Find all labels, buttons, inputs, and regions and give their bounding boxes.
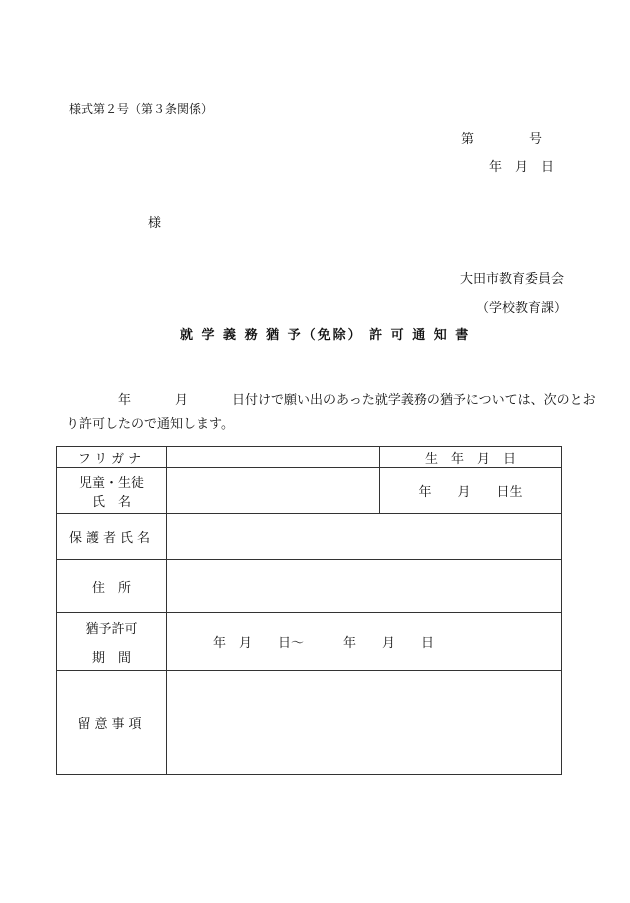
- address-label: 住 所: [57, 560, 167, 613]
- period-value: 年 月 日～ 年 月 日: [167, 613, 562, 671]
- body-line1-rest: 日付けで願い出のあった就学義務の猶予については、次のとお: [232, 393, 596, 408]
- document-date: 年 月 日: [489, 160, 555, 175]
- document-title: 就 学 義 務 猶 予（免除） 許 可 通 知 書: [180, 328, 471, 343]
- guardian-name-value[interactable]: [167, 514, 562, 560]
- body-month: 月: [175, 393, 189, 408]
- body-year: 年: [118, 393, 132, 408]
- body-line-1: [118, 389, 596, 408]
- student-label-line-1: 児童・生徒: [78, 475, 144, 491]
- furigana-label: フリガナ: [57, 447, 167, 468]
- period-label-line-1: 猶予許可: [85, 621, 138, 637]
- student-label-line-2: 氏 名: [91, 494, 131, 510]
- document-number: [461, 128, 542, 147]
- student-name-label: [57, 468, 167, 514]
- address-value[interactable]: [167, 560, 562, 613]
- form-number: 様式第２号（第３条関係）: [69, 102, 214, 116]
- birth-date-label: 生 年 月 日: [380, 447, 562, 468]
- notes-value[interactable]: [167, 671, 562, 775]
- doc-number-prefix: 第: [461, 132, 475, 147]
- department-name: （学校教育課）: [476, 301, 568, 316]
- birth-date-value: 年 月 日生: [380, 468, 562, 514]
- body-line-2: り許可したので通知します。: [66, 417, 234, 432]
- period-label-line-2: 期 間: [91, 650, 131, 666]
- notice-form-table: [56, 446, 562, 775]
- notes-label: 留意事項: [57, 671, 167, 775]
- doc-number-suffix: 号: [529, 132, 543, 147]
- period-label: [57, 613, 167, 671]
- student-name-value[interactable]: [167, 468, 380, 514]
- guardian-name-label: 保護者氏名: [57, 514, 167, 560]
- recipient-suffix: 様: [148, 216, 162, 231]
- issuer-name: 大田市教育委員会: [460, 272, 565, 287]
- furigana-value[interactable]: [167, 447, 380, 468]
